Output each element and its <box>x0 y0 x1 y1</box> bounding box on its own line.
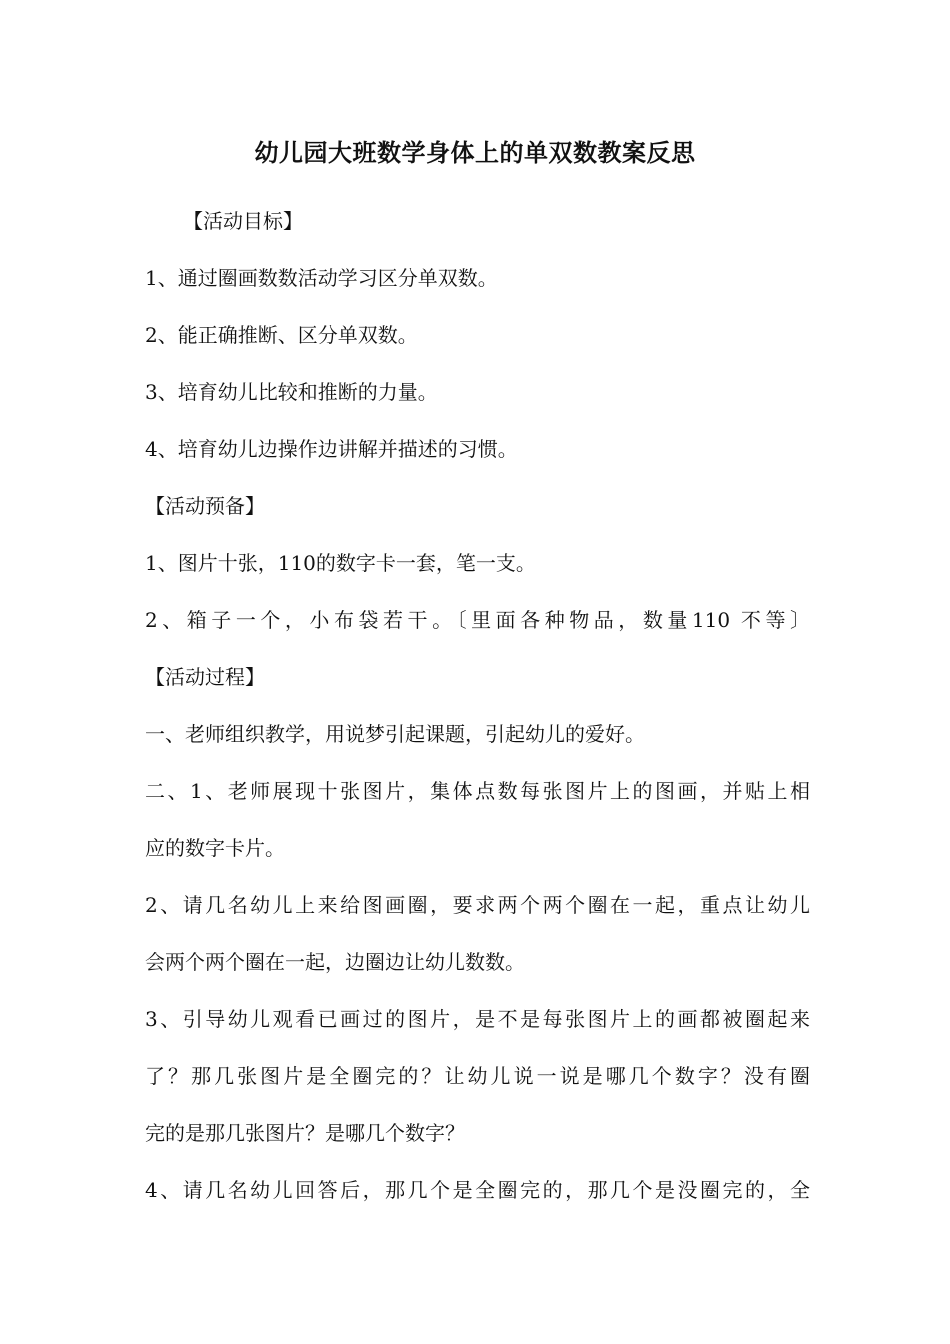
paragraph-line: 一、老师组织教学，用说梦引起课题，引起幼儿的爱好。 <box>145 722 645 746</box>
paragraph-line: 1、图片十张，110的数字卡一套，笔一支。 <box>145 551 536 575</box>
section-heading-process: 【活动过程】 <box>145 665 265 689</box>
paragraph-line: 会两个两个圈在一起，边圈边让幼儿数数。 <box>145 950 525 974</box>
paragraph-line: 了？那几张图片是全圈完的？让幼儿说一说是哪几个数字？没有圈 <box>145 1064 810 1088</box>
section-heading-preparation: 【活动预备】 <box>145 494 265 518</box>
paragraph-line: 3、培育幼儿比较和推断的力量。 <box>145 380 438 404</box>
paragraph-line: 4、请几名幼儿回答后，那几个是全圈完的，那几个是没圈完的，全 <box>145 1178 810 1202</box>
paragraph-line: 1、通过圈画数数活动学习区分单双数。 <box>145 266 498 290</box>
paragraph-line: 完的是那几张图片？是哪几个数字？ <box>145 1121 465 1145</box>
paragraph-line: 2、箱子一个，小布袋若干。〔里面各种物品，数量110 不等〕 <box>145 608 810 632</box>
paragraph-line: 2、请几名幼儿上来给图画圈，要求两个两个圈在一起，重点让幼儿 <box>145 893 810 917</box>
document-title: 幼儿园大班数学身体上的单双数教案反思 <box>254 138 696 167</box>
paragraph-line: 2、能正确推断、区分单双数。 <box>145 323 418 347</box>
paragraph-line: 4、培育幼儿边操作边讲解并描述的习惯。 <box>145 437 518 461</box>
paragraph-line: 应的数字卡片。 <box>145 836 285 860</box>
paragraph-line: 3、引导幼儿观看已画过的图片，是不是每张图片上的画都被圈起来 <box>145 1007 810 1031</box>
paragraph-line: 二、1、老师展现十张图片，集体点数每张图片上的图画，并贴上相 <box>145 779 810 803</box>
section-heading-goals: 【活动目标】 <box>183 209 303 233</box>
